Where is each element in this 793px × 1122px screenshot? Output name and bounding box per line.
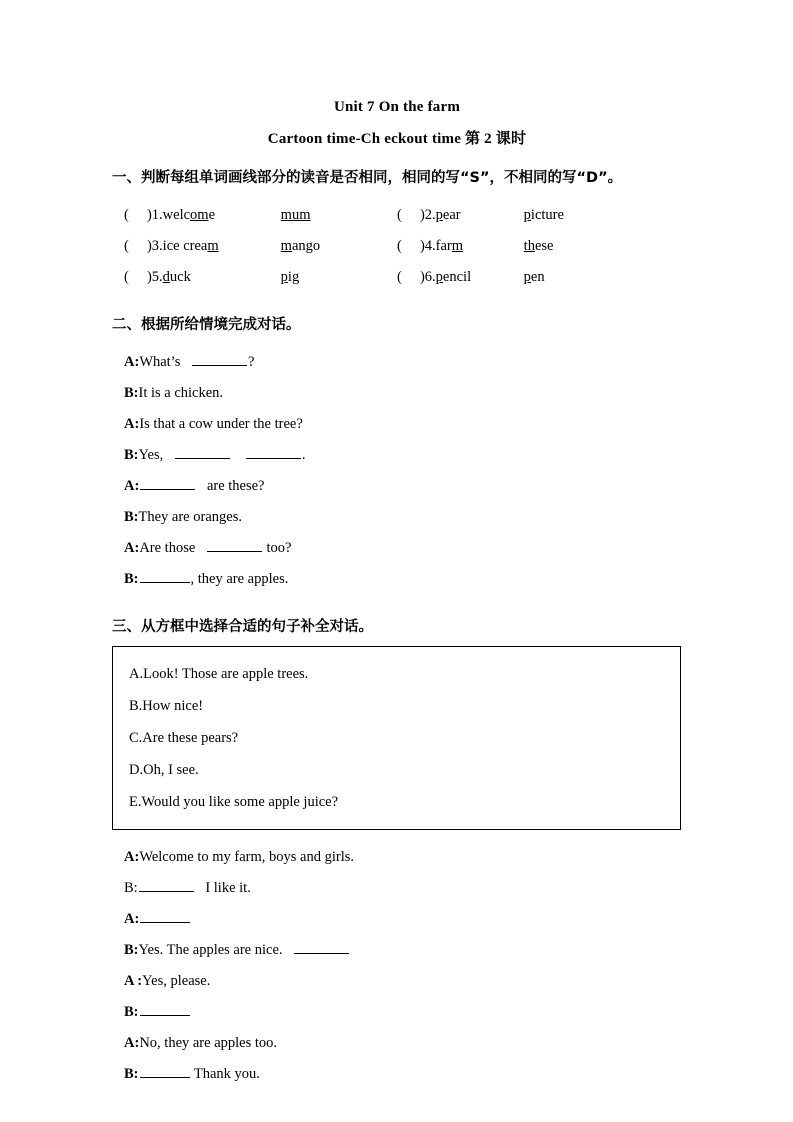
item-number: 2.: [424, 207, 436, 223]
answer-blank[interactable]: [140, 1002, 190, 1016]
speaker-label: B:: [124, 880, 138, 896]
word-2: [524, 262, 545, 293]
word-2-post: ig: [287, 269, 300, 285]
line-text-after: , they are apples.: [190, 571, 289, 587]
word-1: [163, 200, 281, 231]
word-1: [436, 262, 524, 293]
line-text-after: Thank you.: [190, 1066, 260, 1082]
item-number: 4.: [424, 238, 436, 254]
answer-blank[interactable]: [140, 569, 190, 583]
word-2: [281, 231, 320, 262]
dialogue-line: [112, 440, 682, 471]
word-1-pre: far: [435, 238, 452, 254]
word-1-pre: ice crea: [162, 238, 208, 254]
word-2-underlined: th: [523, 238, 535, 254]
word-1-post: e: [208, 207, 216, 223]
choice-box: [112, 646, 681, 830]
answer-blank[interactable]: [192, 352, 247, 366]
section-3-dialogue: [112, 842, 682, 1090]
item-number: 1.: [151, 207, 163, 223]
word-1: [436, 231, 524, 262]
speaker-label: B:: [124, 509, 139, 525]
dialogue-line: [112, 1028, 682, 1059]
dialogue-line: [112, 347, 682, 378]
line-text-before: Is that a cow under the tree?: [139, 416, 303, 432]
dialogue-line: [112, 409, 682, 440]
line-text-before: Yes. The apples are nice.: [138, 942, 287, 958]
q1-item-1[interactable]: [112, 200, 397, 231]
word-2-underlined: mum: [280, 207, 311, 223]
word-1-post: uck: [169, 269, 191, 285]
answer-blank[interactable]: [140, 909, 190, 923]
word-2-underlined: p: [523, 207, 531, 223]
choice-item[interactable]: D.Oh, I see.: [129, 762, 199, 778]
line-text-after: are these?: [203, 478, 265, 494]
speaker-label: B:: [124, 1004, 139, 1020]
dialogue-line: [112, 378, 682, 409]
answer-paren[interactable]: ( ): [124, 269, 152, 285]
word-2-post: ese: [534, 238, 554, 254]
word-1-underlined: m: [451, 238, 464, 254]
word-1-post: encil: [442, 269, 472, 285]
answer-blank[interactable]: [139, 878, 194, 892]
word-2-post: icture: [530, 207, 564, 223]
word-2-post: en: [530, 269, 545, 285]
line-text-after: too?: [262, 540, 292, 556]
word-1-underlined: p: [435, 207, 443, 223]
speaker-label: A:: [124, 540, 140, 556]
word-2-underlined: m: [280, 238, 292, 254]
answer-blank[interactable]: [294, 940, 349, 954]
q1-row: [112, 231, 682, 262]
speaker-label: B:: [124, 571, 139, 587]
speaker-label: B:: [124, 385, 139, 401]
line-text-before: Yes, please.: [142, 973, 211, 989]
speaker-label: B:: [124, 447, 139, 463]
word-2: [524, 231, 554, 262]
item-number: 5.: [151, 269, 163, 285]
section-2-heading: 二、根据所给情境完成对话。: [112, 317, 301, 333]
item-number: 6.: [424, 269, 436, 285]
line-text-before: Yes,: [138, 447, 167, 463]
line-text-before: They are oranges.: [138, 509, 242, 525]
choice-item[interactable]: A.Look! Those are apple trees.: [129, 666, 309, 682]
speaker-label: A :: [124, 973, 143, 989]
word-1: [163, 262, 281, 293]
line-text-before: What’s: [139, 354, 185, 370]
dialogue-line: [112, 564, 682, 595]
speaker-label: A:: [124, 1035, 140, 1051]
q1-row: [112, 262, 682, 293]
word-2: [281, 262, 300, 293]
answer-blank[interactable]: [140, 476, 195, 490]
choice-item[interactable]: B.How nice!: [129, 698, 204, 714]
q1-item-4[interactable]: [397, 231, 682, 262]
choice-item[interactable]: E.Would you like some apple juice?: [129, 794, 339, 810]
line-text-after: I like it.: [201, 880, 251, 896]
answer-blank[interactable]: [175, 445, 230, 459]
word-1: [163, 231, 281, 262]
item-number: 3.: [151, 238, 163, 254]
line-text-after: ?: [248, 354, 255, 370]
q1-item-3[interactable]: [112, 231, 397, 262]
answer-blank[interactable]: [207, 538, 262, 552]
answer-paren[interactable]: ( ): [124, 207, 152, 223]
speaker-label: A:: [124, 354, 140, 370]
answer-paren[interactable]: ( ): [124, 238, 152, 254]
dialogue-line: [112, 873, 682, 904]
dialogue-line: [112, 966, 682, 997]
word-1-underlined: p: [435, 269, 443, 285]
dialogue-line: [112, 842, 682, 873]
q1-item-6[interactable]: [397, 262, 682, 293]
q1-item-5[interactable]: [112, 262, 397, 293]
line-text-before: It is a chicken.: [138, 385, 224, 401]
line-text-before: Welcome to my farm, boys and girls.: [139, 849, 354, 865]
word-1: [436, 200, 524, 231]
speaker-label: B:: [124, 942, 139, 958]
dialogue-line: [112, 1059, 682, 1090]
answer-blank[interactable]: [140, 1064, 190, 1078]
worksheet-content: [112, 98, 682, 1090]
section-3-heading: 三、从方框中选择合适的句子补全对话。: [112, 619, 373, 635]
line-text-before: No, they are apples too.: [139, 1035, 278, 1051]
answer-paren[interactable]: ( ): [397, 238, 425, 254]
speaker-label: B:: [124, 1066, 139, 1082]
answer-paren[interactable]: ( ): [397, 269, 425, 285]
word-2-underlined: p: [280, 269, 288, 285]
answer-blank[interactable]: [246, 445, 301, 459]
word-2: [281, 200, 311, 231]
word-2: [524, 200, 564, 231]
dialogue-line: [112, 471, 682, 502]
word-1-underlined: m: [207, 238, 219, 254]
answer-paren[interactable]: ( ): [397, 207, 425, 223]
word-2-post: ango: [291, 238, 321, 254]
section-2-dialogue: [112, 347, 682, 595]
line-text-after: .: [301, 447, 306, 463]
speaker-label: A:: [124, 416, 140, 432]
q1-row: [112, 200, 682, 231]
word-1-post: ear: [442, 207, 461, 223]
dialogue-line: [112, 904, 682, 935]
page-title: Unit 7 On the farm: [333, 99, 461, 115]
word-1-underlined: d: [162, 269, 170, 285]
speaker-label: A:: [124, 478, 140, 494]
line-text-before: Are those: [139, 540, 199, 556]
section-1-items: [112, 200, 682, 293]
dialogue-line: [112, 533, 682, 564]
page-subtitle: Cartoon time-Ch eckout time 第 2 课时: [267, 131, 527, 147]
speaker-label: A:: [124, 911, 140, 927]
dialogue-line: [112, 935, 682, 966]
word-1-pre: welc: [162, 207, 191, 223]
word-2-underlined: p: [523, 269, 531, 285]
dialogue-line: [112, 502, 682, 533]
q1-item-2[interactable]: [397, 200, 682, 231]
dialogue-line: [112, 997, 682, 1028]
speaker-label: A:: [124, 849, 140, 865]
choice-item[interactable]: C.Are these pears?: [129, 730, 239, 746]
section-1-heading: 一、判断每组单词画线部分的读音是否相同，相同的写“S”，不相同的写“D”。: [112, 170, 623, 186]
word-1-underlined: om: [190, 207, 209, 223]
